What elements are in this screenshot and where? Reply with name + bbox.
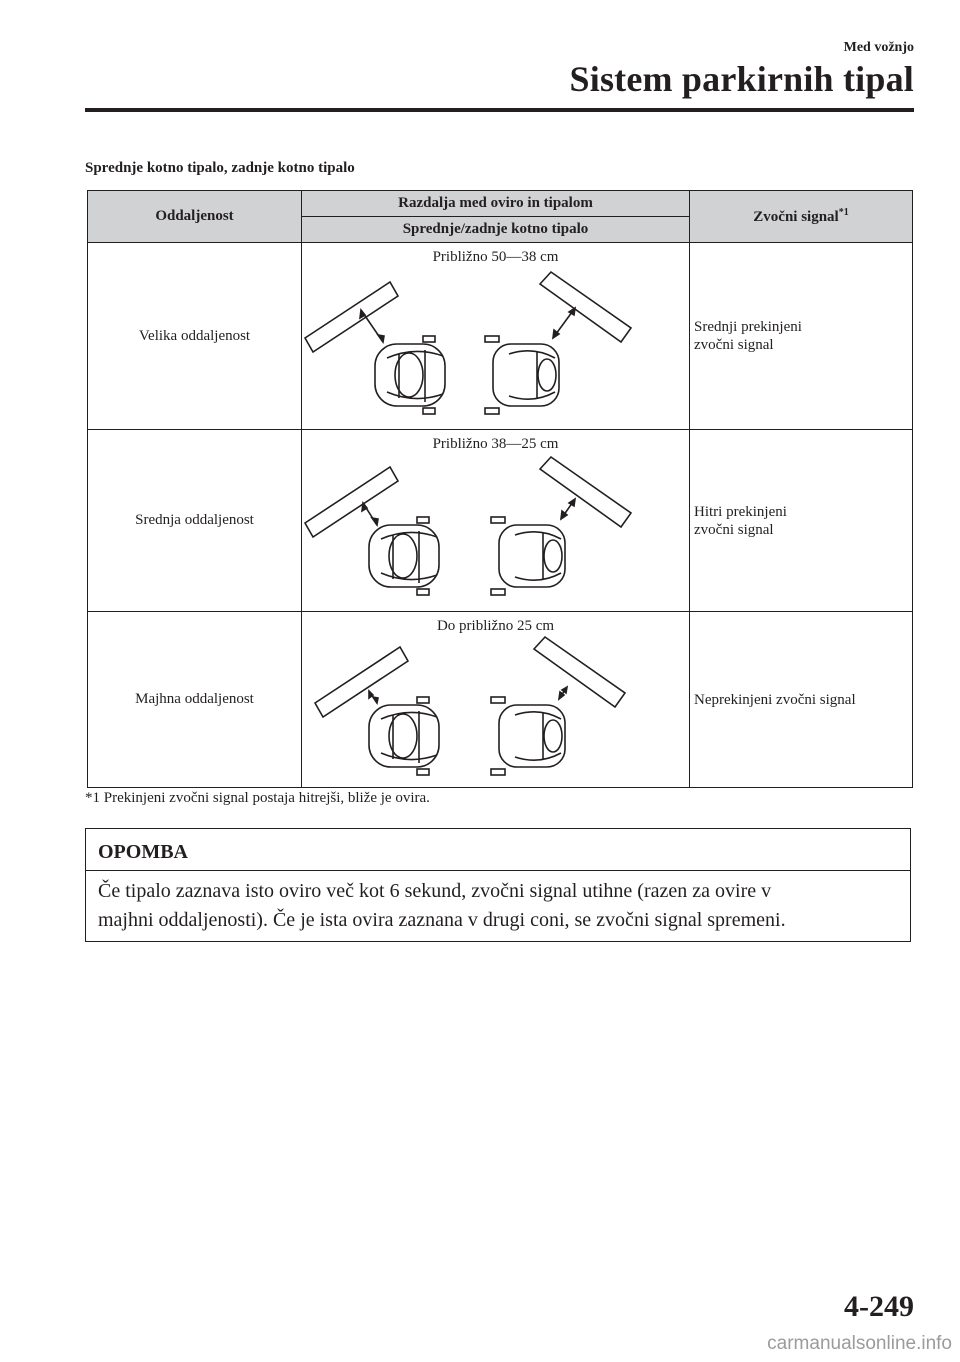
signal-line-1: Srednji prekinjeni (694, 319, 802, 335)
range-label: Približno 50—38 cm (432, 249, 559, 265)
footnote: *1 Prekinjeni zvočni signal postaja hitrejši, bliže je ovira. (85, 790, 430, 806)
illustration-cell (302, 612, 690, 788)
header-signal-text: Zvočni signal (753, 209, 839, 225)
distance-cell: Velika oddaljenost (88, 243, 302, 430)
table-row (88, 243, 913, 430)
range-label: Približno 38—25 cm (432, 436, 559, 452)
car-front-icon (375, 336, 445, 414)
distance-table (87, 190, 913, 788)
range-label: Do približno 25 cm (436, 618, 555, 634)
obstacle-right (534, 637, 625, 707)
note-line-2: majhni oddaljenosti). Če je ista ovira zaznana v drugi coni, se zvočni signal spremeni. (98, 909, 786, 931)
table-row (88, 430, 913, 612)
car-rear-icon (491, 517, 565, 595)
page-title: Sistem parkirnih tipal (569, 59, 914, 99)
sensor-diagram-far (303, 266, 689, 416)
distance-cell: Srednja oddaljenost (88, 430, 302, 612)
illustration-cell (302, 243, 690, 430)
header-signal-footnote-mark: *1 (838, 207, 849, 218)
header-distance: Oddaljenost (88, 191, 302, 243)
note-body (86, 871, 910, 935)
obstacle-left (315, 647, 408, 717)
note-box (85, 828, 911, 942)
subheader-corner-sensor: Sprednje/zadnje kotno tipalo (302, 217, 690, 243)
obstacle-left (305, 282, 398, 352)
signal-line-1: Hitri prekinjeni (694, 503, 787, 520)
sensor-diagram-near (303, 635, 689, 780)
signal-cell (690, 612, 913, 788)
signal-line-2: zvočni signal (694, 337, 774, 353)
obstacle-right (540, 457, 631, 527)
car-rear-icon (485, 336, 559, 414)
header-range: Razdalja med oviro in tipalom (302, 191, 690, 217)
header-rule (85, 108, 914, 112)
signal-cell (690, 430, 913, 612)
subheading: Sprednje kotno tipalo, zadnje kotno tipalo (85, 160, 355, 176)
sensor-diagram-medium (303, 453, 689, 603)
header-signal (690, 191, 913, 243)
note-title: OPOMBA (86, 829, 910, 871)
distance-cell: Majhna oddaljenost (88, 612, 302, 788)
signal-cell (690, 243, 913, 430)
signal-line-2: zvočni signal (694, 521, 774, 538)
table-row (88, 612, 913, 788)
car-front-icon (369, 517, 439, 595)
car-front-icon (369, 697, 439, 775)
car-rear-icon (491, 697, 565, 775)
illustration-cell (302, 430, 690, 612)
section-label: Med vožnjo (843, 40, 914, 55)
note-line-1: Če tipalo zaznava isto oviro več kot 6 sekund, zvočni signal utihne (razen za ovire v (98, 880, 772, 902)
signal-line-1: Neprekinjeni zvočni signal (694, 691, 856, 708)
watermark: carmanualsonline.info (767, 1333, 952, 1354)
page-number: 4-249 (844, 1290, 914, 1323)
